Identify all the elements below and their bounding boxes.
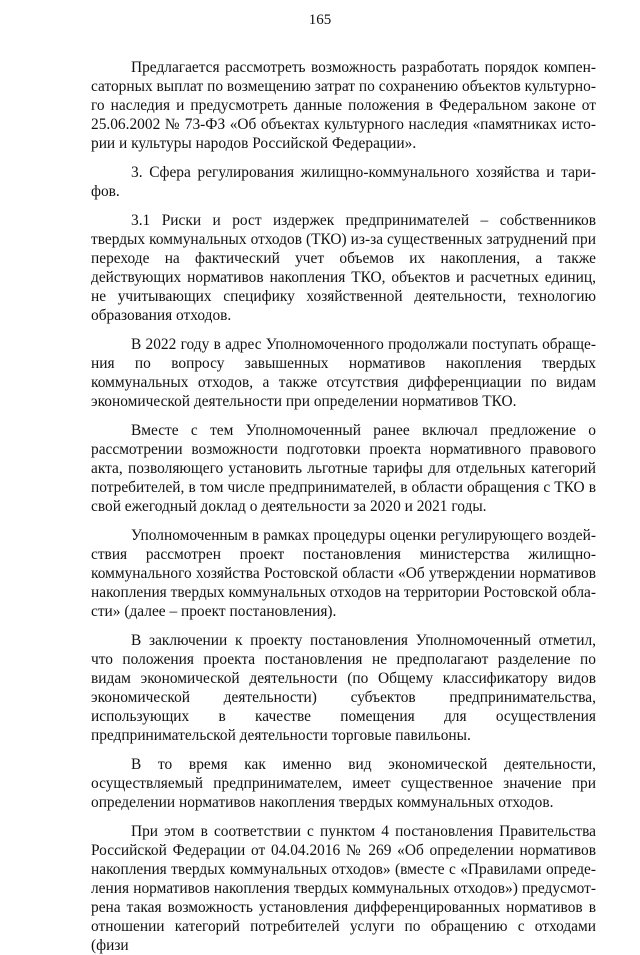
paragraph-section-3-heading: 3. Сфера регулирования жилищно-коммунального хозяйства и тарифов. xyxy=(91,164,596,200)
document-body xyxy=(91,58,596,955)
paragraph-activity-type: В то время как именно вид экономической деятельности, осуществляемый предпринимателем, имеет существенное значение при определении нормативов накопления твердых коммунальных отходов. xyxy=(91,756,596,811)
paragraph-2022-appeals: В 2022 году в адрес Уполномоченного продолжали поступать обращения по вопросу завышенных нормативов накопления твердых коммунальных отходов, а также отсутствия дифференциации по видам экономической деятельности при определении нормативов ТКО. xyxy=(91,336,596,410)
paragraph-compensation-proposal: Предлагается рассмотреть возможность разработать порядок компенсаторных выплат по возмещению затрат по сохранению объектов культурного наследия и предусмотреть данные положения в Федеральном законе от 25.06.2002 № 73-ФЗ «Об объектах культурного наследия «памятниках истории и культуры народов Российской Федерации». xyxy=(91,59,596,152)
paragraph-preferential-tariffs: Вместе с тем Уполномоченный ранее включал предложение о рассмотрении возможности подготовки проекта нормативного правового акта, позволяющего установить льготные тарифы для отдельных категорий потребителей, в том числе предпринимателей, в области обращения с ТКО в свой ежегодный доклад о деятельности за 2020 и 2021 годы. xyxy=(91,422,596,515)
paragraph-section-3-1-risks: 3.1 Риски и рост издержек предпринимателей – собственников твердых коммунальных отходов (ТКО) из-за существенных затруднений при переходе на фактический учет объемов их накопления, а также действующих нормативов накопления ТКО, объектов и расчетных единиц, не учитывающих специфику хозяйственной деятельности, технологию образования отходов. xyxy=(91,212,596,324)
paragraph-conclusion: В заключении к проекту постановления Уполномоченный отметил, что положения проекта постановления не предполагают разделение по видам экономической деятельности (по Общему классификатору видов экономической деятельности) субъектов предпринимательства, использующих в качестве помещения для осуществления предпринимательской деятельности торговые павильоны. xyxy=(91,632,596,744)
paragraph-regulatory-assessment: Уполномоченным в рамках процедуры оценки регулирующего воздействия рассмотрен проект постановления министерства жилищно-коммунального хозяйства Ростовской области «Об утверждении нормативов накопления твердых коммунальных отходов на территории Ростовской области» (далее – проект постановления). xyxy=(91,527,596,620)
page-number: 165 xyxy=(308,12,332,28)
paragraph-government-decree: При этом в соответствии с пунктом 4 постановления Правительства Российской Федерации от 04.04.2016 № 269 «Об определении нормативов накопления твердых коммунальных отходов» (вместе с «Правилами определения нормативов накопления твердых коммунальных отходов») предусмотрена такая возможность установления дифференцированных нормативов в отношении категорий потребителей услуги по обращению с отходами (физи xyxy=(91,823,596,954)
